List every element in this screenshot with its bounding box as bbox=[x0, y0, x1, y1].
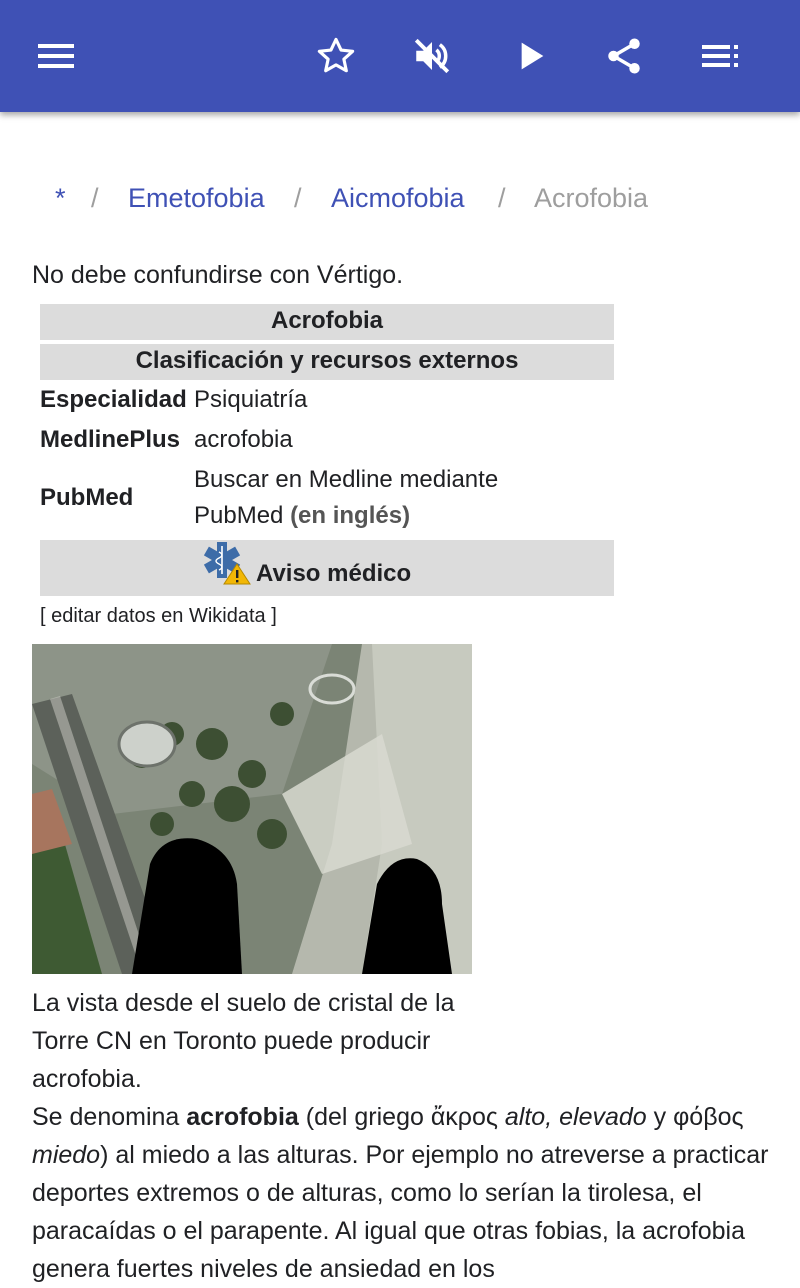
share-button[interactable] bbox=[596, 28, 652, 84]
favorite-button[interactable] bbox=[308, 28, 364, 84]
breadcrumb-separator: / bbox=[91, 183, 99, 213]
medical-warning-icon bbox=[202, 540, 254, 586]
paragraph-italic: alto, elevado bbox=[504, 1103, 647, 1131]
paragraph-italic: miedo bbox=[32, 1141, 101, 1169]
menu-icon bbox=[36, 41, 76, 71]
paragraph-intro: Se denomina bbox=[32, 1103, 187, 1131]
medical-warning-banner[interactable] bbox=[40, 540, 614, 596]
breadcrumb-item-emetofobia[interactable]: Emetofobia bbox=[128, 183, 265, 213]
breadcrumb-separator: / bbox=[294, 183, 302, 213]
contents-button[interactable] bbox=[692, 28, 748, 84]
hatnote: No debe confundirse con Vértigo. bbox=[32, 261, 404, 289]
star-outline-icon bbox=[315, 35, 357, 77]
breadcrumb-separator: / bbox=[498, 183, 506, 213]
infobox-key: MedlinePlus bbox=[40, 426, 181, 453]
breadcrumb-current: Acrofobia bbox=[534, 183, 649, 213]
breadcrumb-item-home[interactable]: * bbox=[55, 183, 66, 213]
volume-off-icon bbox=[411, 35, 453, 77]
breadcrumb-item-aicmofobia[interactable]: Aicmofobia bbox=[331, 183, 465, 213]
menu-button[interactable] bbox=[28, 28, 84, 84]
infobox-key: PubMed bbox=[40, 484, 134, 511]
breadcrumb bbox=[0, 178, 800, 222]
playlist-icon bbox=[700, 41, 740, 71]
infobox-title: Acrofobia bbox=[40, 304, 614, 340]
paragraph-text: (del griego ἄκρος bbox=[298, 1103, 505, 1131]
app-toolbar bbox=[0, 0, 800, 112]
edit-wikidata-link[interactable]: [ editar datos en Wikidata ] bbox=[40, 605, 277, 627]
infobox-value-pubmed bbox=[194, 462, 594, 534]
image-caption: La vista desde el suelo de cristal de la Torre CN en Toronto puede producir acrofobia. bbox=[32, 989, 455, 1093]
language-note: (en inglés) bbox=[290, 502, 411, 529]
infobox-value-link[interactable]: acrofobia bbox=[194, 426, 293, 453]
infobox-key: Especialidad bbox=[40, 386, 187, 413]
paragraph-text: y φόβος bbox=[646, 1103, 744, 1131]
medical-warning-label: Aviso médico bbox=[256, 560, 412, 587]
infobox-subtitle: Clasificación y recursos externos bbox=[40, 344, 614, 380]
cn-tower-glass-floor-image bbox=[32, 644, 472, 974]
share-icon bbox=[603, 35, 645, 77]
play-icon bbox=[510, 36, 550, 76]
paragraph-term: acrofobia bbox=[186, 1103, 299, 1131]
paragraph-text: ) al miedo a las alturas. Por ejemplo no atreverse a practicar deportes extremos o de alturas, como lo serían la tirolesa, el paracaídas o el parapente. Al igual que otras fobias, la acrofobia genera fuertes niveles de ansiedad en los bbox=[32, 1141, 769, 1283]
infobox-value-link[interactable]: Psiquiatría bbox=[194, 386, 308, 413]
pubmed-search-link[interactable]: Buscar en Medline mediante bbox=[194, 466, 499, 493]
mute-button[interactable] bbox=[404, 28, 460, 84]
article-paragraph bbox=[32, 1098, 772, 1288]
pubmed-link[interactable]: PubMed bbox=[194, 502, 284, 529]
play-button[interactable] bbox=[502, 28, 558, 84]
